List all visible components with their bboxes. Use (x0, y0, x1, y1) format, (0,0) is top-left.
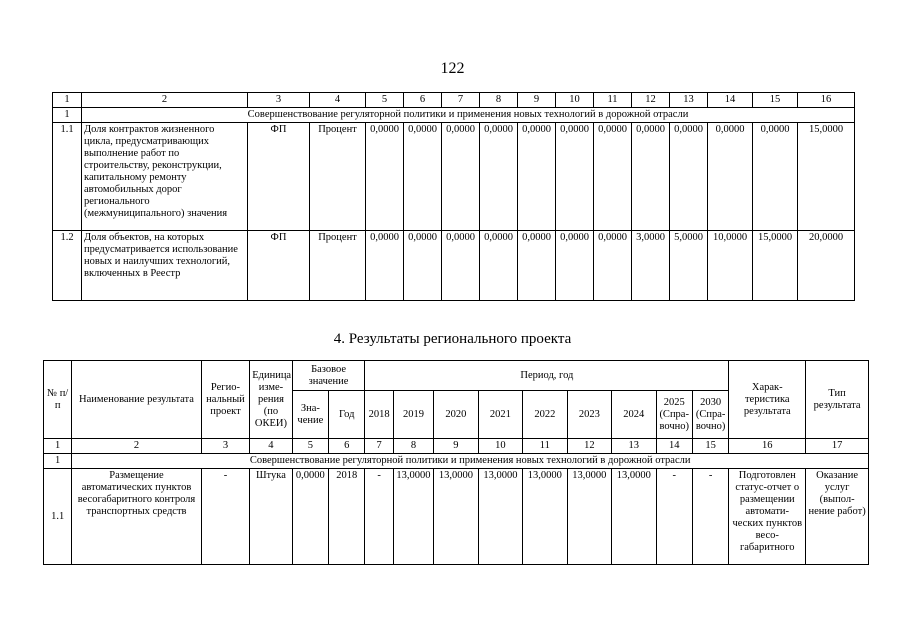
value-cell: 13,0000 (478, 469, 522, 565)
result-row (44, 469, 869, 565)
header-base-value: Зна-чение (292, 391, 328, 439)
section-title: Совершенствование регуляторной политики и применения новых технологий в дорожной отрасли (82, 108, 855, 123)
indicator-type: ФП (248, 123, 310, 231)
col-num: 7 (442, 93, 480, 108)
header-period: Период, год (365, 361, 729, 391)
value-cell: 0,0000 (670, 123, 708, 231)
col-num: 6 (329, 439, 365, 454)
indicators-table (52, 92, 855, 301)
result-type: Оказание услуг (выпол-нение работ) (806, 469, 869, 565)
section-title: Совершенствование регуляторной политики и применения новых технологий в дорожной отрасли (72, 454, 869, 469)
col-num: 13 (612, 439, 656, 454)
header-year: 2023 (567, 391, 611, 439)
value-cell: 13,0000 (612, 469, 656, 565)
header-row (44, 361, 869, 391)
col-num: 8 (393, 439, 433, 454)
col-num: 13 (670, 93, 708, 108)
value-cell: 0,0000 (404, 123, 442, 231)
result-characteristic: Подготовлен статус-отчет о размещении автомати-ческих пунктов весо-габаритного (729, 469, 806, 565)
col-num: 14 (656, 439, 692, 454)
value-cell: 0,0000 (594, 123, 632, 231)
value-cell: 15,0000 (798, 123, 855, 231)
col-num: 1 (53, 93, 82, 108)
value-cell: - (692, 469, 728, 565)
header-result-type: Тип результата (806, 361, 869, 439)
col-num: 16 (729, 439, 806, 454)
column-number-row (53, 93, 855, 108)
header-year: 2021 (478, 391, 522, 439)
row-num: 1.2 (53, 231, 82, 301)
value-cell: 5,0000 (670, 231, 708, 301)
col-num: 9 (434, 439, 478, 454)
col-num: 3 (248, 93, 310, 108)
value-cell: 0,0000 (442, 231, 480, 301)
value-cell: 0,0000 (518, 231, 556, 301)
result-name: Размещение автоматических пунктов весогабаритного контроля транспортных средств (72, 469, 201, 565)
row-num: 1.1 (53, 123, 82, 231)
header-year: 2020 (434, 391, 478, 439)
column-number-row (44, 439, 869, 454)
value-cell: 20,0000 (798, 231, 855, 301)
col-num: 4 (250, 439, 292, 454)
value-cell: 13,0000 (434, 469, 478, 565)
value-cell: 0,0000 (366, 123, 404, 231)
indicator-unit: Процент (310, 231, 366, 301)
section-num: 1 (53, 108, 82, 123)
value-cell: 0,0000 (480, 123, 518, 231)
header-year: 2018 (365, 391, 393, 439)
col-num: 6 (404, 93, 442, 108)
col-num: 3 (201, 439, 250, 454)
col-num: 12 (632, 93, 670, 108)
value-cell: 0,0000 (594, 231, 632, 301)
value-cell: 0,0000 (404, 231, 442, 301)
header-name: Наименование результата (72, 361, 201, 439)
indicator-name: Доля объектов, на которых предусматривается использование новых и наилучших технологий, включенных в Реестр (82, 231, 248, 301)
indicator-type: ФП (248, 231, 310, 301)
results-table (43, 360, 869, 565)
page-number: 122 (440, 60, 465, 77)
col-num: 11 (523, 439, 567, 454)
value-cell: 0,0000 (366, 231, 404, 301)
col-num: 7 (365, 439, 393, 454)
value-cell: 13,0000 (523, 469, 567, 565)
col-num: 14 (708, 93, 753, 108)
indicator-name: Доля контрактов жизненного цикла, предусматривающих выполнение работ по строительству, реконструкции, капитальному ремонту автомобильных дорог регионального (межмуниципального) значения (82, 123, 248, 231)
result-base-year: 2018 (329, 469, 365, 565)
col-num: 9 (518, 93, 556, 108)
value-cell: 15,0000 (753, 231, 798, 301)
col-num: 8 (480, 93, 518, 108)
col-num: 5 (292, 439, 328, 454)
value-cell: 0,0000 (556, 123, 594, 231)
col-num: 4 (310, 93, 366, 108)
header-base: Базовое значение (292, 361, 365, 391)
header-year: 2019 (393, 391, 433, 439)
col-num: 17 (806, 439, 869, 454)
value-cell: 3,0000 (632, 231, 670, 301)
value-cell: 0,0000 (442, 123, 480, 231)
section-num: 1 (44, 454, 72, 469)
col-num: 15 (753, 93, 798, 108)
row-num: 1.1 (44, 469, 72, 565)
col-num: 5 (366, 93, 404, 108)
header-regional: Регио-нальный проект (201, 361, 250, 439)
indicator-unit: Процент (310, 123, 366, 231)
section-row (44, 454, 869, 469)
header-base-year: Год (329, 391, 365, 439)
value-cell: 0,0000 (708, 123, 753, 231)
value-cell: 0,0000 (518, 123, 556, 231)
value-cell: 0,0000 (480, 231, 518, 301)
result-base-value: 0,0000 (292, 469, 328, 565)
value-cell: 13,0000 (393, 469, 433, 565)
col-num: 1 (44, 439, 72, 454)
header-characteristic: Харак-теристика результата (729, 361, 806, 439)
col-num: 2 (72, 439, 201, 454)
value-cell: 10,0000 (708, 231, 753, 301)
col-num: 11 (594, 93, 632, 108)
header-year-2030: 2030 (Спра-вочно) (692, 391, 728, 439)
value-cell: 0,0000 (556, 231, 594, 301)
header-year-2025: 2025 (Спра-вочно) (656, 391, 692, 439)
header-num: № п/п (44, 361, 72, 439)
section-heading: 4. Результаты регионального проекта (333, 331, 572, 347)
col-num: 10 (478, 439, 522, 454)
value-cell: 0,0000 (632, 123, 670, 231)
value-cell: 13,0000 (567, 469, 611, 565)
value-cell: - (656, 469, 692, 565)
col-num: 10 (556, 93, 594, 108)
col-num: 12 (567, 439, 611, 454)
col-num: 15 (692, 439, 728, 454)
header-unit: Единица изме-рения (по ОКЕИ) (250, 361, 292, 439)
value-cell: 0,0000 (753, 123, 798, 231)
value-cell: - (365, 469, 393, 565)
col-num: 16 (798, 93, 855, 108)
col-num: 2 (82, 93, 248, 108)
header-year: 2022 (523, 391, 567, 439)
indicator-row (53, 123, 855, 231)
header-year: 2024 (612, 391, 656, 439)
indicator-row (53, 231, 855, 301)
section-row (53, 108, 855, 123)
result-unit: Штука (250, 469, 292, 565)
result-regional: - (201, 469, 250, 565)
